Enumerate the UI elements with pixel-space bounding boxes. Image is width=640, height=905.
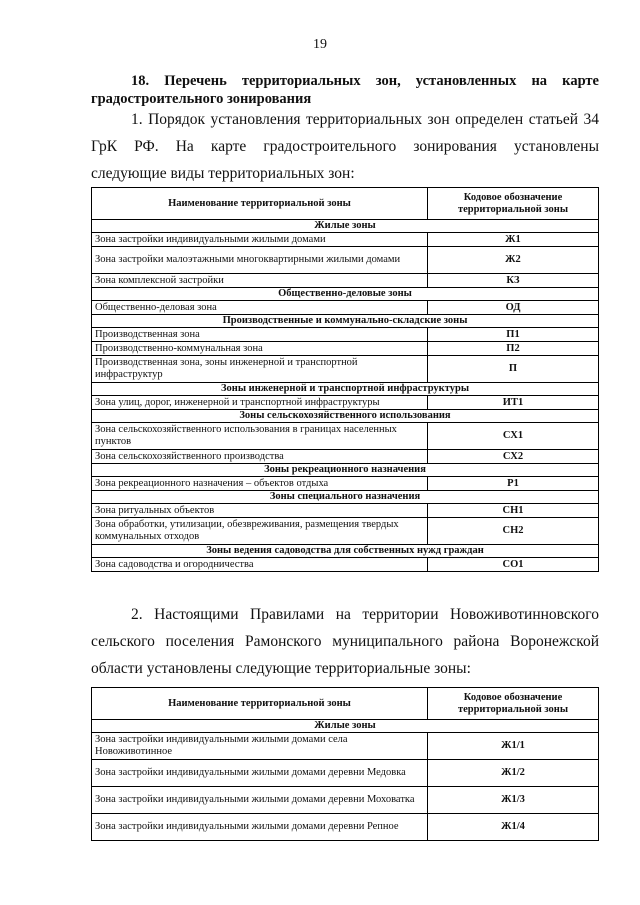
- zone-code: Ж2: [428, 247, 599, 274]
- zone-name: Зона застройки индивидуальными жилыми домами села Новоживотинное: [92, 733, 428, 760]
- group-label: Производственные и коммунально-складские зоны: [92, 315, 599, 328]
- zone-name: Зона застройки малоэтажными многоквартирными жилыми домами: [92, 247, 428, 274]
- group-label: Жилые зоны: [92, 720, 599, 733]
- paragraph-2: 2. Настоящими Правилами на территории Новоживотинновского сельского поселения Рамонского муниципального района Воронежской области установлены следующие территориальные зоны:: [91, 606, 599, 677]
- table-row: [92, 356, 599, 383]
- table-row: [92, 396, 599, 410]
- zone-name: Зона застройки индивидуальными жилыми домами деревни Репное: [92, 814, 428, 841]
- table-row: [92, 274, 599, 288]
- column-header-name: Наименование территориальной зоны: [92, 188, 428, 220]
- group-label: Зоны сельскохозяйственного использования: [92, 410, 599, 423]
- column-header-code: Кодовое обозначение территориальной зоны: [428, 188, 599, 220]
- zone-code: Ж1/3: [428, 787, 599, 814]
- table-row: [92, 247, 599, 274]
- table-row: [92, 760, 599, 787]
- group-row: [92, 288, 599, 301]
- group-row: [92, 410, 599, 423]
- zone-code: Ж1/1: [428, 733, 599, 760]
- group-label: Общественно-деловые зоны: [92, 288, 599, 301]
- table-row: [92, 558, 599, 572]
- zone-code: ИТ1: [428, 396, 599, 410]
- table-row: [92, 328, 599, 342]
- zone-code: Ж1/4: [428, 814, 599, 841]
- group-row: [92, 720, 599, 733]
- table-row: [92, 423, 599, 450]
- table-row: [92, 733, 599, 760]
- group-label: Зоны рекреационного назначения: [92, 464, 599, 477]
- group-label: Зоны ведения садоводства для собственных нужд граждан: [92, 545, 599, 558]
- group-row: [92, 545, 599, 558]
- zone-code: Р1: [428, 477, 599, 491]
- zone-name: Зона сельскохозяйственного использования в границах населенных пунктов: [92, 423, 428, 450]
- column-header-name: Наименование территориальной зоны: [92, 688, 428, 720]
- group-row: [92, 315, 599, 328]
- zones-table-1: [91, 187, 599, 572]
- table-header: [92, 688, 599, 720]
- group-label: Зоны инженерной и транспортной инфраструктуры: [92, 383, 599, 396]
- zone-code: ОД: [428, 301, 599, 315]
- zone-code: КЗ: [428, 274, 599, 288]
- zone-code: Ж1: [428, 233, 599, 247]
- zone-name: Зона садоводства и огородничества: [92, 558, 428, 572]
- zone-code: СХ1: [428, 423, 599, 450]
- zone-name: Зона застройки индивидуальными жилыми домами деревни Медовка: [92, 760, 428, 787]
- table-row: [92, 342, 599, 356]
- zone-code: СО1: [428, 558, 599, 572]
- group-row: [92, 383, 599, 396]
- zone-code: СХ2: [428, 450, 599, 464]
- zone-name: Зона улиц, дорог, инженерной и транспортной инфраструктуры: [92, 396, 428, 410]
- group-label: Зоны специального назначения: [92, 491, 599, 504]
- table-row: [92, 450, 599, 464]
- table-row: [92, 814, 599, 841]
- zone-code: П1: [428, 328, 599, 342]
- table-row: [92, 233, 599, 247]
- zone-name: Зона застройки индивидуальными жилыми домами деревни Моховатка: [92, 787, 428, 814]
- zone-code: Ж1/2: [428, 760, 599, 787]
- paragraph-1: 1. Порядок установления территориальных зон определен статьей 34 ГрК РФ. На карте градостроительного зонирования установлены следующие виды территориальных зон:: [91, 111, 599, 182]
- zone-name: Общественно-деловая зона: [92, 301, 428, 315]
- zone-name: Зона сельскохозяйственного производства: [92, 450, 428, 464]
- zones-table-2: [91, 687, 599, 841]
- group-label: Жилые зоны: [92, 220, 599, 233]
- zone-name: Зона обработки, утилизации, обезвреживания, размещения твердых коммунальных отходов: [92, 518, 428, 545]
- table-row: [92, 787, 599, 814]
- zone-name: Зона рекреационного назначения – объектов отдыха: [92, 477, 428, 491]
- page-number: 19: [313, 37, 327, 52]
- column-header-code: Кодовое обозначение территориальной зоны: [428, 688, 599, 720]
- zone-code: П: [428, 356, 599, 383]
- table-row: [92, 518, 599, 545]
- zone-name: Производственная зона: [92, 328, 428, 342]
- zone-name: Зона застройки индивидуальными жилыми домами: [92, 233, 428, 247]
- group-row: [92, 491, 599, 504]
- table-row: [92, 477, 599, 491]
- table-row: [92, 504, 599, 518]
- table-row: [92, 301, 599, 315]
- zone-code: СН2: [428, 518, 599, 545]
- group-row: [92, 220, 599, 233]
- zone-name: Производственная зона, зоны инженерной и транспортной инфраструктур: [92, 356, 428, 383]
- zone-code: СН1: [428, 504, 599, 518]
- zone-code: П2: [428, 342, 599, 356]
- zone-name: Зона комплексной застройки: [92, 274, 428, 288]
- section-heading: 18. Перечень территориальных зон, установленных на карте градостроительного зонирования: [91, 73, 599, 107]
- table-header: [92, 188, 599, 220]
- zone-name: Зона ритуальных объектов: [92, 504, 428, 518]
- zone-name: Производственно-коммунальная зона: [92, 342, 428, 356]
- group-row: [92, 464, 599, 477]
